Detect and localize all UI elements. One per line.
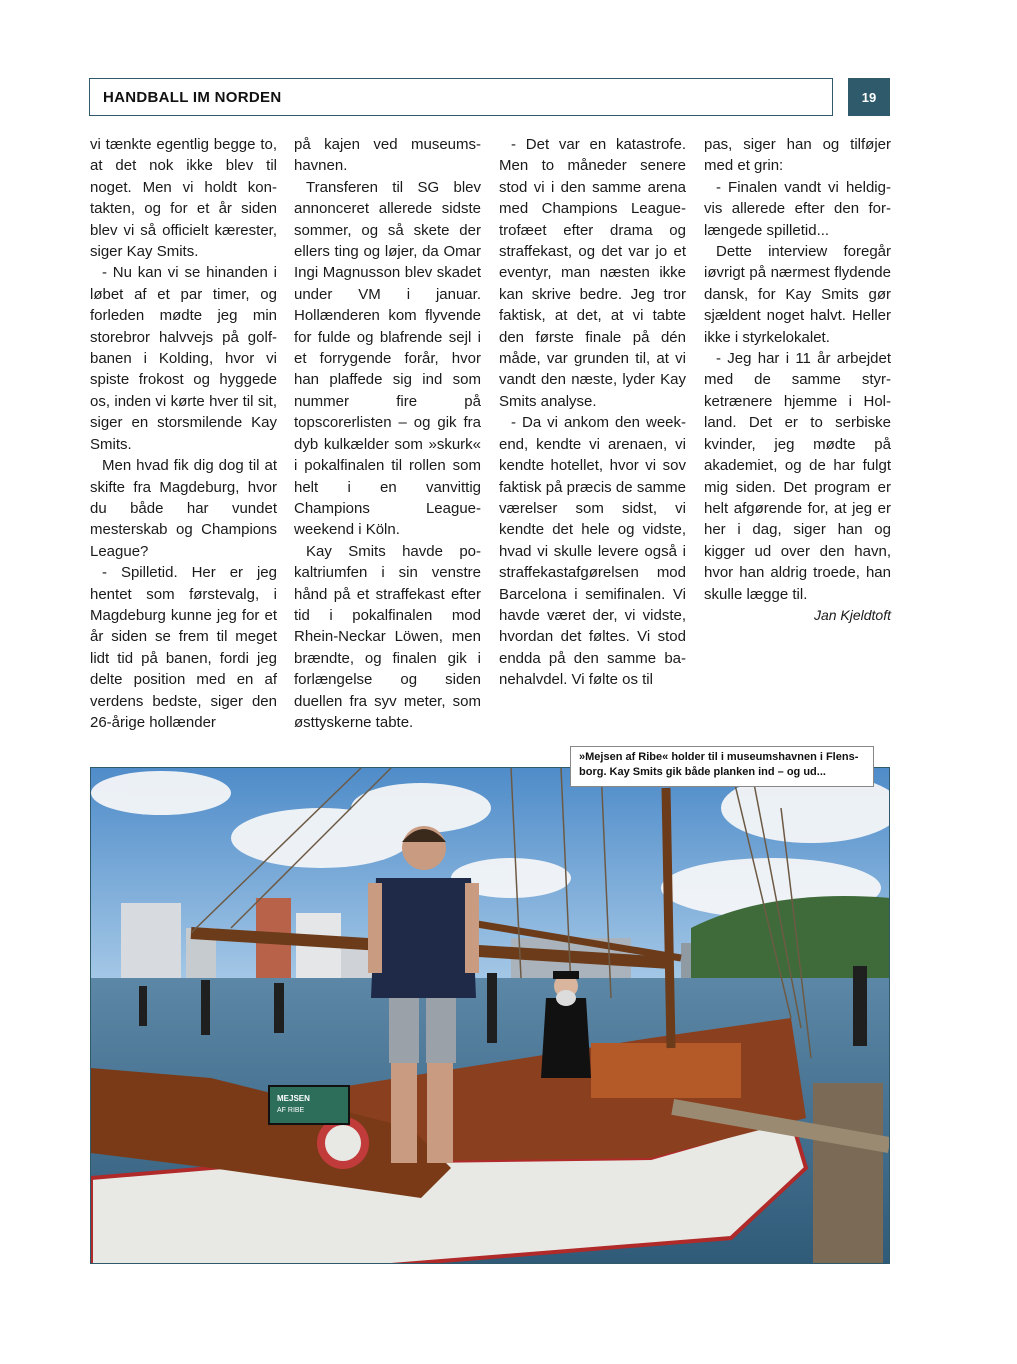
- paragraph: Kay Smits havde pokaltriumfen i sin venstre hånd på et straffekast efter tid i pokalfinalen mod Rhein-Neckar Löwen, men brændte, og finalen gik i forlængelse og siden duellen fra syv meter, som østtyskerne tabte.: [294, 542, 481, 731]
- byline: Jan Kjeldtoft: [813, 606, 891, 623]
- cabin: [591, 1043, 741, 1098]
- paragraph: vi tænkte egentlig begge to, at det nok ikke blev til noget. Men vi holdt kontakten, og for et år siden blev vi så officielt kærester, siger Kay Smits.: [90, 136, 277, 261]
- paragraph: - Da vi ankom den weekend, kendte vi arenaen, vi kendte hotellet, hvor vi sov faktisk på præcis de samme værelser som sidst, vi kendte det hele og vidste, hvad vi skulle levere også i straffekastafgørelsen mod Barcelona i semifinalen. Vi havde været der, vi vidste, hvordan det føltes. Vi stod endda på den samme banehalvdel. Vi følte os til: [499, 414, 686, 689]
- paragraph: Dette interview foregår iøvrigt på nærmest flydende dansk, for Kay Smits gør sjældent noget halvt. Heller ikke i styrkelokalet.: [704, 243, 891, 346]
- paragraph: pas, siger han og tilføjer med et grin:: [704, 136, 891, 175]
- article-column-1: [90, 134, 277, 733]
- article-column-2: [294, 134, 481, 733]
- paragraph: - Jeg har i 11 år arbejdet med de samme styrketrænere hjemme i Holland. Det er to serbiske kvinder, jeg mødte på akademiet, og de har fulgt mig siden. Det program er helt afgørende for, at jeg er her i dag, siger han og kigger ud over den havn, hvor han aldrig troede, han skulle lægge til.: [704, 350, 891, 603]
- paragraph: Transferen til SG blev annonceret allerede sidste sommer, og så skete der ellers ting og løjer, da Omar Ingi Magnusson blev skadet under VM i januar. Hollænderen kom flyvende for fulde og blafrende sejl i et forrygende forår, hvor han plaffede sig ind som nummer fire på topscorerlisten – og gik fra dyb kulkælder som »skurk« i pokalfinalen til rollen som helt i en vanvittig Champions League-weekend i Köln.: [294, 178, 481, 539]
- bow-ring: [321, 1121, 365, 1165]
- sign-board: [269, 1086, 349, 1124]
- paragraph: på kajen ved museumshavnen.: [294, 136, 481, 175]
- article-photo: [90, 767, 890, 1264]
- section-header: [89, 78, 833, 116]
- page-number: 19: [848, 78, 890, 116]
- paragraph: - Det var en katastrofe. Men to måneder senere stod vi i den samme arena med Champions League-trofæet efter drama og straffekast, og det var jo et eventyr, man næsten ikke kan skrive bedre. Jeg tror faktisk, at det, at vi tabte den første finale på dén måde, var grunden til, at vi vandt den næste, lyder Kay Smits analyse.: [499, 136, 686, 410]
- paragraph: - Finalen vandt vi heldigvis allerede efter den forlængede spilletid...: [704, 178, 891, 239]
- paragraph: Men hvad fik dig dog til at skifte fra Magdeburg, hvor du både har vundet mesterskab og Champions League?: [90, 457, 277, 560]
- sign-text-1: MEJSEN: [277, 1094, 310, 1103]
- sign-text-2: AF RIBE: [277, 1107, 305, 1114]
- photo-caption: »Mejsen af Ribe« holder til i museumshavnen i Flensborg. Kay Smits gik både planken ind – og ud...: [570, 746, 874, 787]
- article-column-4: [704, 134, 891, 626]
- paragraph: - Spilletid. Her er jeg hentet som førstevalg, i Magdeburg kunne jeg for et år siden se frem til meget lidt tid på banen, fordi jeg delte position med en af verdens bedste, siger den 26-årige hollænder: [90, 564, 277, 731]
- section-title: HANDBALL IM NORDEN: [103, 88, 282, 106]
- harbor-scene-illustration: [91, 768, 890, 1264]
- paragraph: - Nu kan vi se hinanden i løbet af et par timer, og forleden mødte jeg min storebror halvvejs på golfbanen i Kolding, hvor vi spiste frokost og hyggede os, inden vi kørte hver til sit, siger en storsmilende Kay Smits.: [90, 264, 277, 453]
- article-column-3: [499, 134, 686, 691]
